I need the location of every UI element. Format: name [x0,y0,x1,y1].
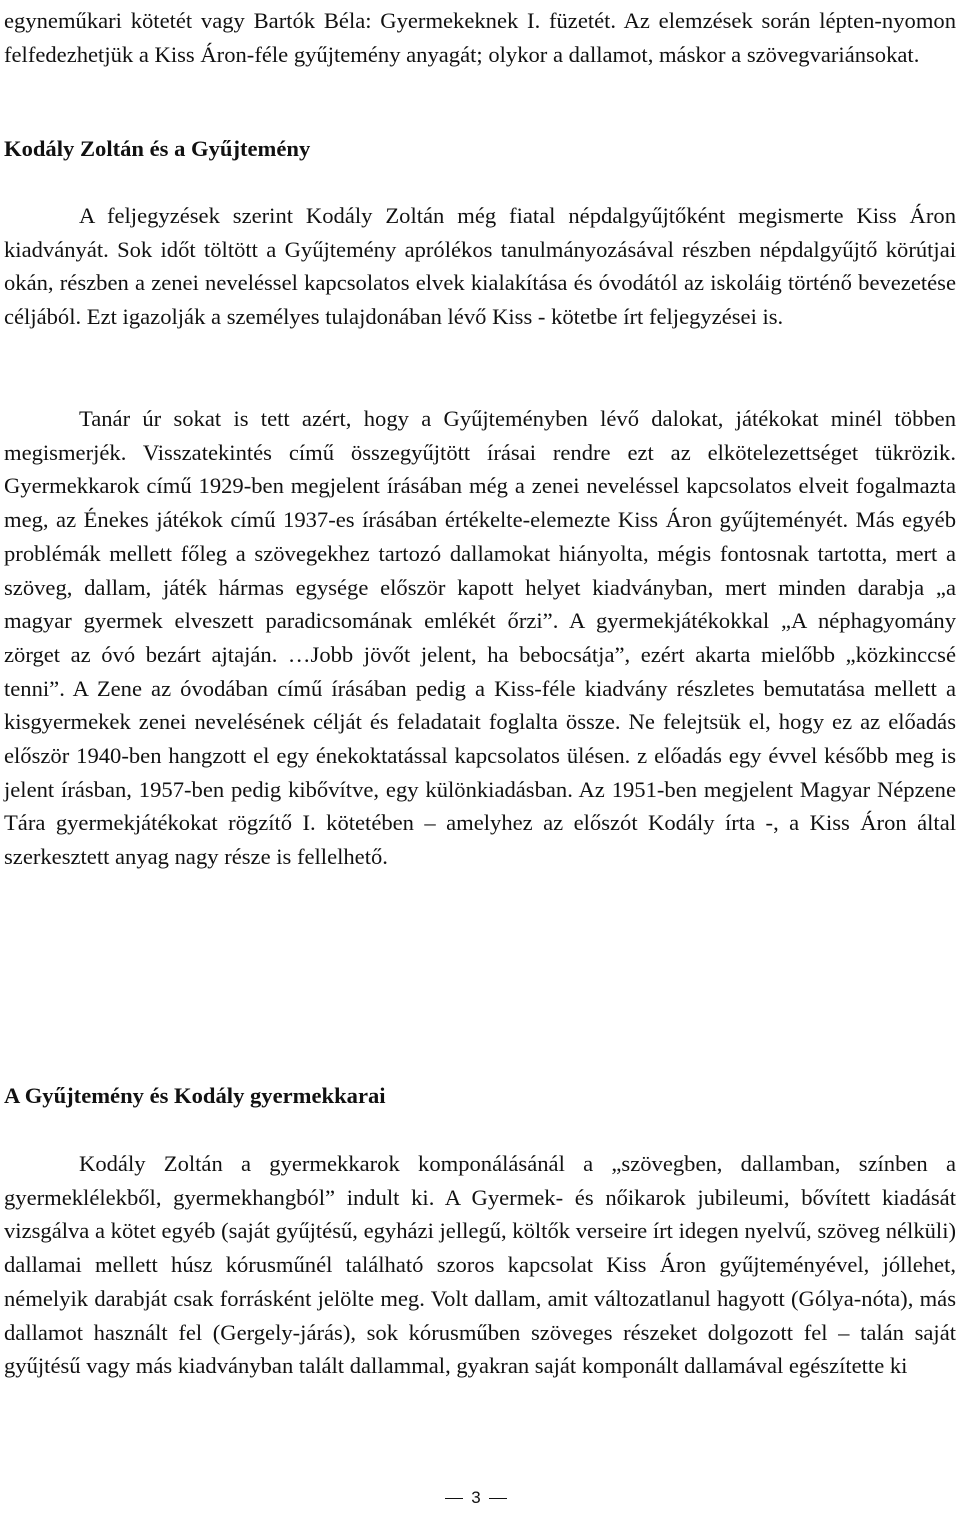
dash-left [445,1498,463,1500]
body-paragraph: Kodály Zoltán a gyermekkarok komponálásánál a „szövegben, dallamban, színben a gyermeklélekből, gyermekhangból” indult ki. A Gyermek- és nőikarok jubileumi, bővített kiadását vizsgálva a kötet egyéb (saját gyűjtésű, egyházi jellegű, költők verseire írt idegen nyelvű, szöveg nélküli) dallamai mellett húsz kórusműnél található szoros kapcsolat Kiss Áron gyűjteményével, jóllehet, némelyik darabját csak forrásként jelölte meg. Volt dallam, amit változatlanul hagyott (Gólya-nóta), más dallamot használt fel (Gergely-járás), sok kórusműben szöveges részeket dolgozott fel – talán saját gyűjtésű vagy más kiadványban talált dallammal, gyakran saját komponált dallamával egészítette ki [4,1151,956,1379]
dash-right [489,1498,507,1500]
body-paragraph: A feljegyzések szerint Kodály Zoltán még fiatal népdalgyűjtőként megismerte Kiss Áron kiadványát. Sok időt töltött a Gyűjtemény aprólékos tanulmányozásával részben népdalgyűjtő körútjai okán, részben a zenei neveléssel kapcsolatos elvek kialakítása és óvodától az iskoláig történő bevezetése céljából. Ezt igazolják a személyes tulajdonában lévő Kiss - kötetbe írt feljegyzései is. [4,203,956,330]
section-heading-gyujtemeny: A Gyűjtemény és Kodály gyermekkarai [4,1083,386,1108]
body-paragraph: Tanár úr sokat is tett azért, hogy a Gyűjteményben lévő dalokat, játékokat minél többen megismerjék. Visszatekintés című összegyűjtött írásai rendre ezt az elkötelezettséget tükrözik. Gyermekkarok című 1929-ben megjelent írásában még a zenei neveléssel kapcsolatos elveit fogalmazta meg, az Énekes játékok című 1937-es írásában értékelte-elemezte Kiss Áron gyűjteményét. Más egyéb problémák mellett főleg a szövegekhez tartozó dallamokat hiányolta, mégis fontosnak tartotta, mert a szöveg, dallam, játék hármas egysége először kapott helyet kiadványban, mert minden darabja „a magyar gyermek elveszett paradicsomának emlékét őrzi”. A gyermekjátékokkal „A néphagyomány zörget az óvó bezárt ajtaján. …Jobb jövőt jelent, ha bebocsátja”, ezért akarta mielőbb „közkinccsé tenni”. A Zene az óvodában című írásában pedig a Kiss-féle kiadvány részletes bemutatása mellett a kisgyermekek zenei nevelésének célját és feladatait foglalta össze. Ne felejtsük el, hogy ez az előadás először 1940-ben hangzott el egy énekoktatással kapcsolatos ülésen. z előadás egy évvel később meg is jelent írásban, 1957-ben pedig kibővítve, egy különkiadásban. Az 1951-ben megjelent Magyar Népzene Tára gyermekjátékokat rögzítő I. kötetében – amelyhez az előszót Kodály írta -, a Kiss Áron által szerkesztett anyag nagy része is fellelhető. [4,406,956,870]
intro-paragraph: egyneműkari kötetét vagy Bartók Béla: Gyermekeknek I. füzetét. Az elemzések során lépten-nyomon felfedezhetjük a Kiss Áron-féle gyűjtemény anyagát; olykor a dallamot, máskor a szövegvariánsokat. [4,8,956,67]
section-heading-kodaly: Kodály Zoltán és a Gyűjtemény [4,136,311,161]
page-number [0,1488,952,1508]
page-number-text: 3 [471,1488,481,1507]
